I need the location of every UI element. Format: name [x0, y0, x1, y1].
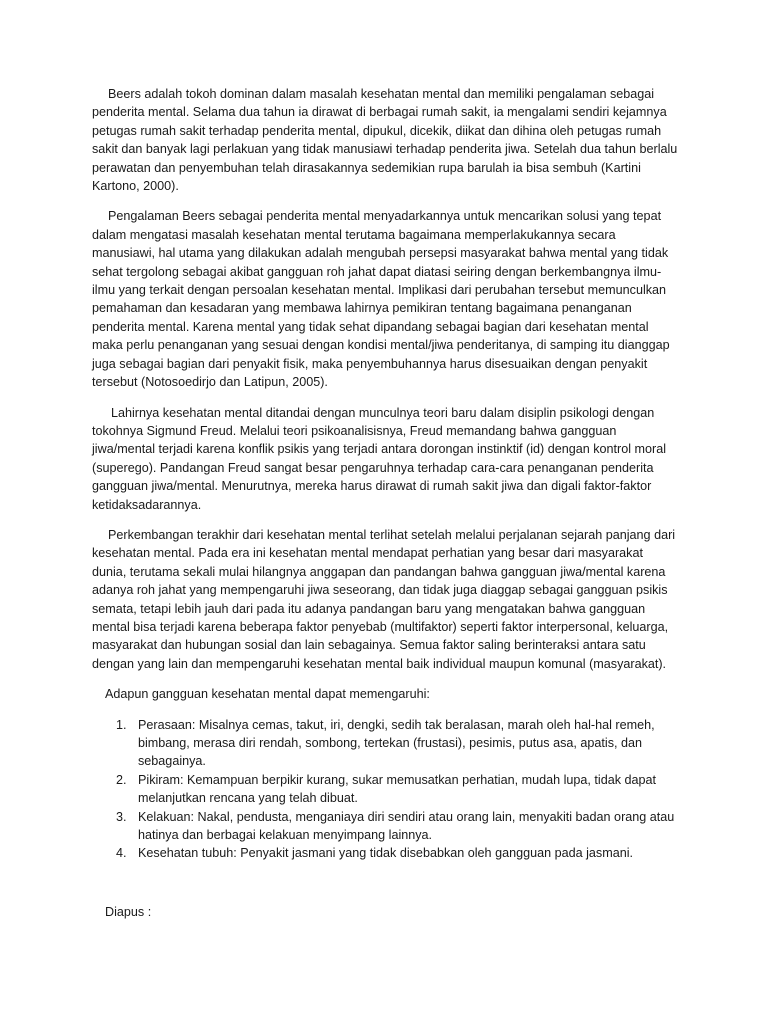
closing-label: Diapus : — [105, 904, 152, 919]
list-item — [116, 716, 678, 771]
list-item-number: 1. — [116, 717, 127, 732]
effects-list — [92, 716, 678, 863]
paragraph-beers-intro: Beers adalah tokoh dominan dalam masalah kesehatan mental dan memiliki pengalaman sebagai penderita mental. Selama dua tahun ia dirawat di berbagai rumah sakit, ia mengalami sendiri kejamnya petugas rumah sakit terhadap penderita mental, dipukul, dicekik, diikat dan dihina oleh petugas rumah sakit dan banyak lagi perlakuan yang tidak manusiawi terhadap penderita jiwa. Setelah dua tahun berlalu perawatan dan penyembuhan telah dirasakannya sedemikian rupa barulah ia bisa sembuh (Kartini Kartono, 2000). — [92, 87, 678, 194]
list-item-text: Pikiram: Kemampuan berpikir kurang, sukar memusatkan perhatian, mudah lupa, tidak dapat melanjutkan rencana yang telah dibuat. — [138, 772, 657, 806]
list-item-number: 2. — [116, 772, 127, 787]
list-item-text: Kesehatan tubuh: Penyakit jasmani yang tidak disebabkan oleh gangguan pada jasmani. — [138, 846, 634, 861]
list-item — [116, 808, 678, 845]
list-item — [116, 844, 678, 862]
paragraph-freud: Lahirnya kesehatan mental ditandai dengan munculnya teori baru dalam disiplin psikologi dengan tokohnya Sigmund Freud. Melalui teori psikoanalisisnya, Freud memandang bahwa gangguan jiwa/mental terjadi karena konflik psikis yang terjadi antara dorongan instinktif (id) dengan kontrol moral (superego). Pandangan Freud sangat besar pengaruhnya terhadap cara-cara penanganan penderita gangguan jiwa/mental. Menurutnya, mereka harus dirawat di rumah sakit jiwa dan digali faktor-faktor ketidaksadarannya. — [92, 405, 667, 512]
paragraph-beers-experience: Pengalaman Beers sebagai penderita mental menyadarkannya untuk mencarikan solusi yang tepat dalam mengatasi masalah kesehatan mental terutama bagaimana memperlakukannya secara manusiawi, hal utama yang dilakukan adalah mengubah persepsi masyarakat bahwa mental yang tidak sehat tergolong sebagai akibat gangguan roh jahat dapat diatasi seiring dengan berkembangnya ilmu-ilmu yang terkait dengan persoalan kesehatan mental. Implikasi dari perubahan tersebut memunculkan pemahaman dan kesadaran yang membawa lahirnya pemikiran tentang bagaimana penanganan penderita mental. Karena mental yang tidak sehat dipandang sebagai bagian dari kesehatan mental maka perlu penanganan yang sesuai dengan kondisi mental/jiwa penderitanya, di samping itu dianggap juga sebagai bagian dari penyakit fisik, maka penyembuhannya harus disesuaikan dengan penyakit tersebut (Notosoedirjo dan Latipun, 2005). — [92, 209, 670, 390]
list-item-text: Kelakuan: Nakal, pendusta, menganiaya diri sendiri atau orang lain, menyakiti badan orang atau hatinya dan berbagai kelakuan menyimpang lainnya. — [138, 809, 675, 843]
list-item-text: Perasaan: Misalnya cemas, takut, iri, dengki, sedih tak beralasan, marah oleh hal-hal remeh, bimbang, merasa diri rendah, sombong, tertekan (frustasi), pesimis, putus asa, apatis, dan sebagainya. — [138, 717, 655, 769]
paragraph-latest-development: Perkembangan terakhir dari kesehatan mental terlihat setelah melalui perjalanan sejarah panjang dari kesehatan mental. Pada era ini kesehatan mental mendapat perhatian yang besar dari masyarakat dunia, terutama sekali mulai hilangnya anggapan dan pandangan bahwa gangguan jiwa/mental karena adanya roh jahat yang mempengaruhi jiwa seseorang, dan tidak juga diaggap sebagai gangguan psikis semata, tetapi lebih jauh dari pada itu adanya pandangan baru yang mengatakan bahwa gangguan mental bisa terjadi karena beberapa faktor penyebab (multifaktor) seperti faktor interpersonal, keluarga, masyarakat dan hubungan sosial dan lain sebagainya. Semua faktor saling berinteraksi antara satu dengan yang lain dan mempengaruhi kesehatan mental baik individual maupun komunal (masyarakat). — [92, 527, 676, 671]
list-item-number: 4. — [116, 846, 127, 861]
list-intro: Adapun gangguan kesehatan mental dapat memengaruhi: — [105, 687, 430, 702]
document-page — [92, 85, 678, 921]
list-item-number: 3. — [116, 809, 127, 824]
list-item — [116, 771, 678, 808]
